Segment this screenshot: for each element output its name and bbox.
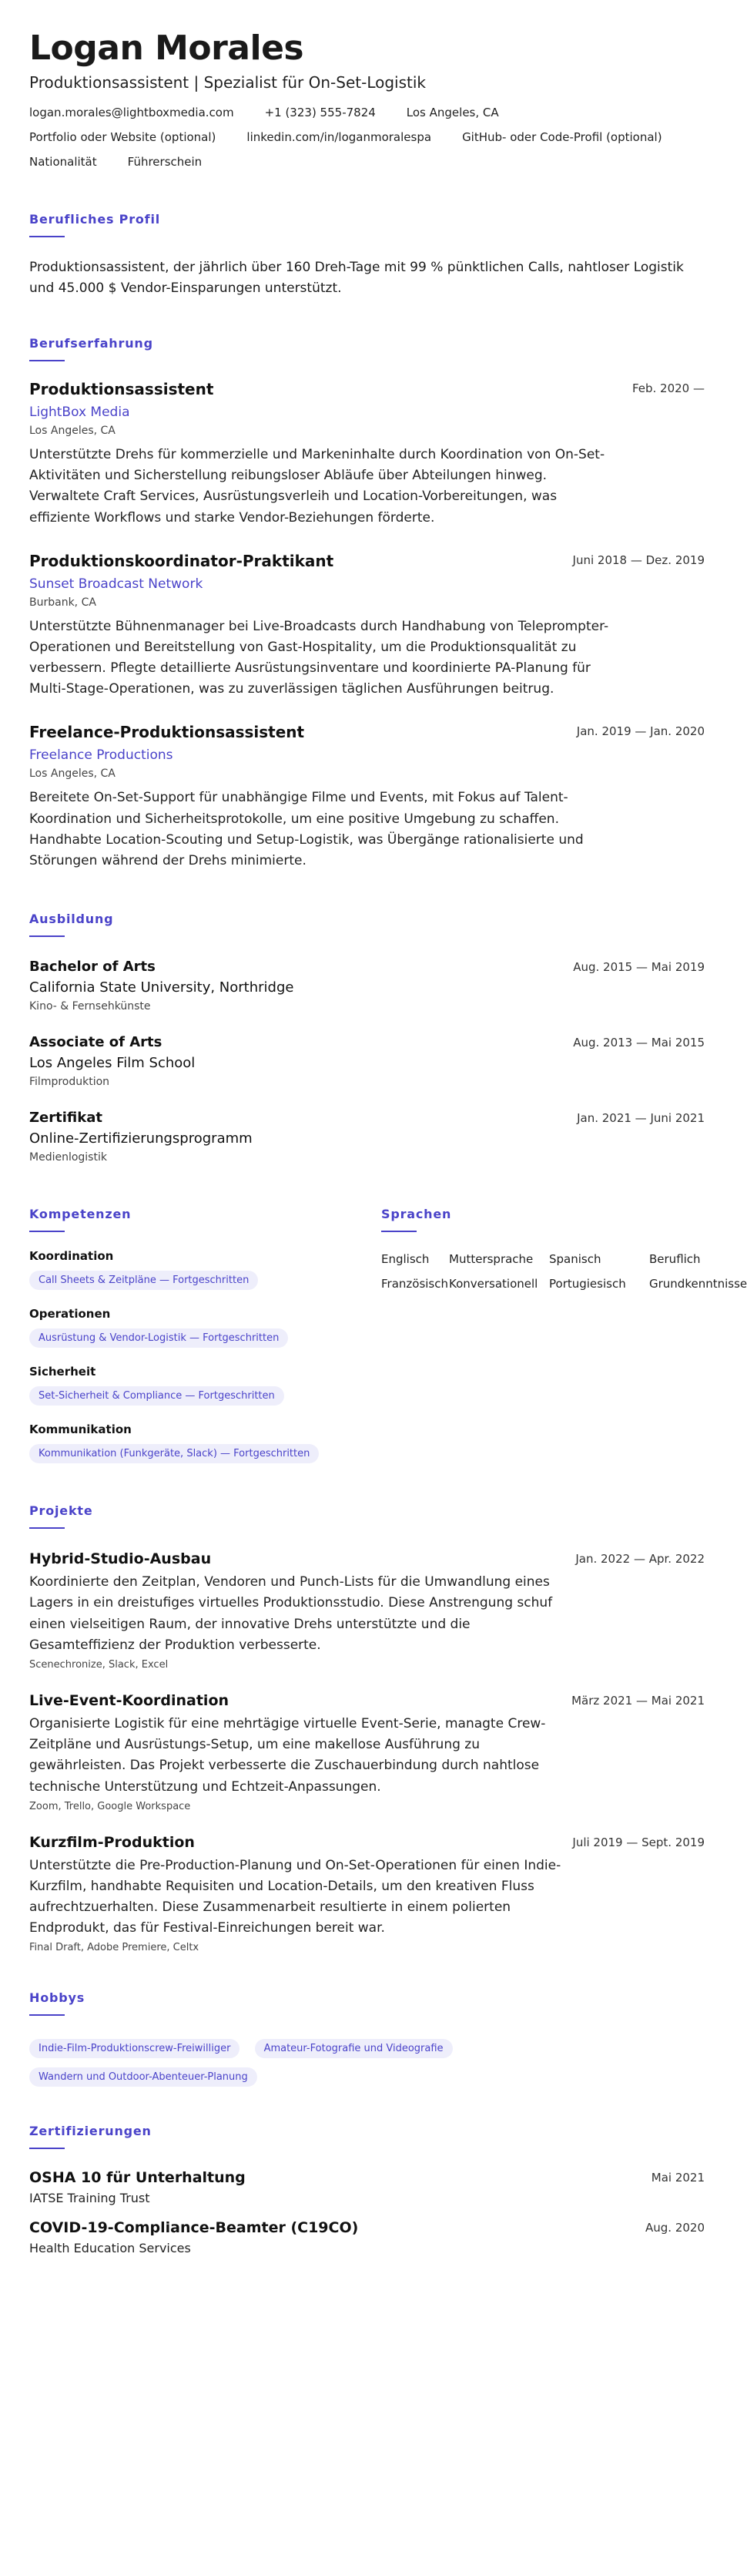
certification-name: COVID-19-Compliance-Beamter (C19CO) [29, 2219, 359, 2237]
hobby-chip: Indie-Film-Produktionscrew-Freiwilliger [29, 2039, 240, 2058]
language-level: Muttersprache [449, 1252, 534, 1267]
certifications-section [29, 2124, 705, 2255]
experience-entry [29, 552, 705, 700]
certification-date: Mai 2021 [651, 2171, 705, 2185]
skill-group [29, 1365, 381, 1406]
projects-section [29, 1503, 705, 1953]
project-date: März 2021 — Mai 2021 [571, 1693, 705, 1708]
certification-issuer: IATSE Training Trust [29, 2191, 150, 2206]
candidate-name: Logan Morales [29, 29, 304, 68]
job-date: Juni 2018 — Dez. 2019 [572, 552, 705, 567]
certification-entry [29, 2169, 705, 2205]
education-entry [29, 1110, 705, 1164]
project-entry [29, 1550, 705, 1671]
skill-category: Kommunikation [29, 1422, 132, 1437]
project-title: Live-Event-Koordination [29, 1691, 229, 1709]
project-title: Kurzfilm-Produktion [29, 1833, 195, 1851]
job-description: Bereitete On-Set-Support für unabhängige Filme und Events, mit Fokus auf Talent-Koordination und Sicherheitsprotokolle, um eine positive Umgebung zu schaffen. Handhabte Location-Scouting und Setup-Logistik, was Übergänge rationalisierte und Störungen während der Drehs minimierte. [29, 790, 584, 869]
degree-title: Zertifikat [29, 1110, 102, 1127]
skill-group [29, 1249, 381, 1290]
skill-chip: Call Sheets & Zeitpläne — Fortgeschritten [29, 1271, 258, 1290]
hobby-chip: Wandern und Outdoor-Abenteuer-Planung [29, 2067, 257, 2087]
certification-name: OSHA 10 für Unterhaltung [29, 2169, 246, 2187]
project-tools: Scenechronize, Slack, Excel [29, 1658, 169, 1671]
job-company: LightBox Media [29, 404, 130, 420]
education-entry [29, 1034, 705, 1088]
hobbies-list [29, 2030, 568, 2087]
contact-github[interactable]: GitHub- oder Code-Profil (optional) [462, 129, 662, 144]
hobbies-section [29, 1990, 705, 2087]
language-level: Grundkenntnisse [649, 1277, 747, 1291]
section-divider [29, 2014, 65, 2016]
job-description: Unterstützte Drehs für kommerzielle und Markeninhalte durch Koordination von On-Set-Aktivitäten und Sicherstellung reibungsloser Abläufe über Abteilungen hinweg. Verwaltete Craft Services, Ausrüstungsverleih und Location-Vorbereitungen, was effiziente Workflows und starke Vendor-Beziehungen förderte. [29, 446, 605, 526]
skills-languages-row [29, 1207, 747, 1463]
contact-license: Führerschein [127, 154, 203, 169]
job-company: Freelance Productions [29, 747, 173, 764]
section-title: Projekte [29, 1503, 93, 1519]
resume-header [29, 29, 705, 169]
education-date: Aug. 2013 — Mai 2015 [573, 1036, 705, 1050]
education-entry [29, 959, 705, 1013]
section-title: Kompetenzen [29, 1207, 132, 1222]
skill-category: Sicherheit [29, 1365, 96, 1379]
section-title: Zertifizierungen [29, 2124, 152, 2139]
field-of-study: Medienlogistik [29, 1151, 107, 1164]
language-level: Konversationell [449, 1277, 538, 1291]
contact-row-extra [29, 155, 705, 169]
languages-grid [381, 1252, 747, 1291]
school-name: Online-Zertifizierungsprogramm [29, 1130, 253, 1147]
field-of-study: Kino- & Fernsehkünste [29, 1000, 151, 1013]
contact-portfolio[interactable]: Portfolio oder Website (optional) [29, 129, 216, 144]
language-level: Beruflich [649, 1252, 701, 1267]
language-name: Französisch [381, 1277, 449, 1291]
degree-title: Bachelor of Arts [29, 959, 156, 976]
section-divider [29, 935, 65, 937]
field-of-study: Filmproduktion [29, 1076, 110, 1089]
job-title: Produktionskoordinator-Praktikant [29, 551, 334, 570]
language-name: Portugiesisch [549, 1277, 626, 1291]
languages-section [381, 1207, 747, 1463]
section-title: Berufliches Profil [29, 211, 161, 227]
contact-linkedin[interactable]: linkedin.com/in/loganmoralespa [246, 129, 432, 144]
project-tools: Final Draft, Adobe Premiere, Celtx [29, 1942, 199, 1954]
project-title: Hybrid-Studio-Ausbau [29, 1550, 212, 1568]
experience-section [29, 336, 705, 872]
skill-group [29, 1307, 381, 1348]
job-title: Freelance-Produktionsassistent [29, 723, 305, 742]
skill-chip: Kommunikation (Funkgeräte, Slack) — Fortgeschritten [29, 1444, 319, 1463]
project-description: Koordinierte den Zeitplan, Vendoren und Punch-Lists für die Umwandlung eines Lagers in ein dreistufiges virtuelles Produktionsstudio. Diese Anstrengung schuf einen vielseitigen Raum, der innovative Drehs unterstützte und die Gesamteffizienz der Produktion verbesserte. [29, 1574, 553, 1653]
job-location: Los Angeles, CA [29, 767, 116, 781]
degree-title: Associate of Arts [29, 1034, 162, 1051]
section-title: Hobbys [29, 1990, 85, 2006]
section-title: Berufserfahrung [29, 335, 153, 351]
experience-entry [29, 380, 705, 529]
contact-row-links [29, 130, 705, 144]
skill-category: Operationen [29, 1307, 111, 1322]
education-section [29, 912, 705, 1164]
job-location: Burbank, CA [29, 596, 96, 609]
section-divider [29, 236, 65, 237]
experience-entry [29, 723, 705, 872]
education-date: Jan. 2021 — Juni 2021 [577, 1111, 705, 1126]
section-divider [381, 1231, 417, 1232]
section-divider [29, 360, 65, 361]
job-date: Feb. 2020 — [631, 381, 705, 395]
skill-category: Koordination [29, 1249, 114, 1264]
job-company: Sunset Broadcast Network [29, 576, 203, 592]
project-description: Unterstützte die Pre-Production-Planung und On-Set-Operationen für einen Indie-Kurzfilm, handhabte Requisiten und Location-Details, um den kreativen Fluss aufrechtzuerhalten. Diese Zusammenarbeit resultierte in einem polierten Endprodukt, das für Festival-Einreichungen bereit war. [29, 1857, 561, 1936]
skill-chip: Ausrüstung & Vendor-Logistik — Fortgeschritten [29, 1328, 288, 1348]
job-date: Jan. 2019 — Jan. 2020 [576, 724, 705, 739]
job-description: Unterstützte Bühnenmanager bei Live-Broadcasts durch Handhabung von Teleprompter-Operationen und Bereitstellung von Gast-Hospitality, um die Produktionsqualität zu verbessern. Pflegte detaillierte Ausrüstungsinventare und koordinierte PA-Planung für Multi-Stage-Operationen, was zu zuverlässigen täglichen Ausführungen beitrug. [29, 618, 609, 697]
contact-nationality: Nationalität [29, 154, 97, 169]
project-date: Jan. 2022 — Apr. 2022 [575, 1552, 705, 1567]
profile-section [29, 212, 705, 299]
candidate-headline: Produktionsassistent | Spezialist für On-Set-Logistik [29, 72, 427, 92]
section-title: Ausbildung [29, 912, 114, 927]
education-date: Aug. 2015 — Mai 2019 [573, 960, 705, 975]
contact-location: Los Angeles, CA [406, 105, 499, 119]
section-divider [29, 1231, 65, 1232]
contact-row-primary [29, 106, 705, 119]
school-name: California State University, Northridge [29, 979, 294, 996]
project-date: Juli 2019 — Sept. 2019 [572, 1835, 705, 1849]
project-entry [29, 1834, 705, 1954]
section-title: Sprachen [381, 1207, 452, 1222]
section-divider [29, 2148, 65, 2149]
certification-issuer: Health Education Services [29, 2241, 191, 2256]
contact-phone[interactable]: +1 (323) 555-7824 [264, 105, 376, 119]
section-divider [29, 1527, 65, 1529]
school-name: Los Angeles Film School [29, 1055, 196, 1072]
project-tools: Zoom, Trello, Google Workspace [29, 1800, 191, 1812]
contact-email[interactable]: logan.morales@lightboxmedia.com [29, 105, 234, 119]
profile-summary: Produktionsassistent, der jährlich über 160 Dreh-Tage mit 99 % pünktlichen Calls, nahtloser Logistik und 45.000 $ Vendor-Einsparungen unterstützt. [29, 259, 684, 296]
certification-entry [29, 2219, 705, 2255]
job-title: Produktionsassistent [29, 379, 214, 398]
skill-group [29, 1422, 381, 1463]
project-entry [29, 1692, 705, 1812]
language-name: Englisch [381, 1252, 430, 1267]
language-name: Spanisch [549, 1252, 601, 1267]
skill-chip: Set-Sicherheit & Compliance — Fortgeschritten [29, 1386, 284, 1406]
project-description: Organisierte Logistik für eine mehrtägige virtuelle Event-Serie, managte Crew-Zeitpläne und Ausrüstungs-Setup, um eine makellose Ausführung zu gewährleisten. Das Projekt verbesserte die Zuschauerbindung durch nahtlose technische Unterstützung und Echtzeit-Anpassungen. [29, 1715, 546, 1795]
hobby-chip: Amateur-Fotografie und Videografie [255, 2039, 453, 2058]
certification-date: Aug. 2020 [645, 2221, 705, 2235]
job-location: Los Angeles, CA [29, 424, 116, 437]
skills-section [29, 1207, 381, 1463]
